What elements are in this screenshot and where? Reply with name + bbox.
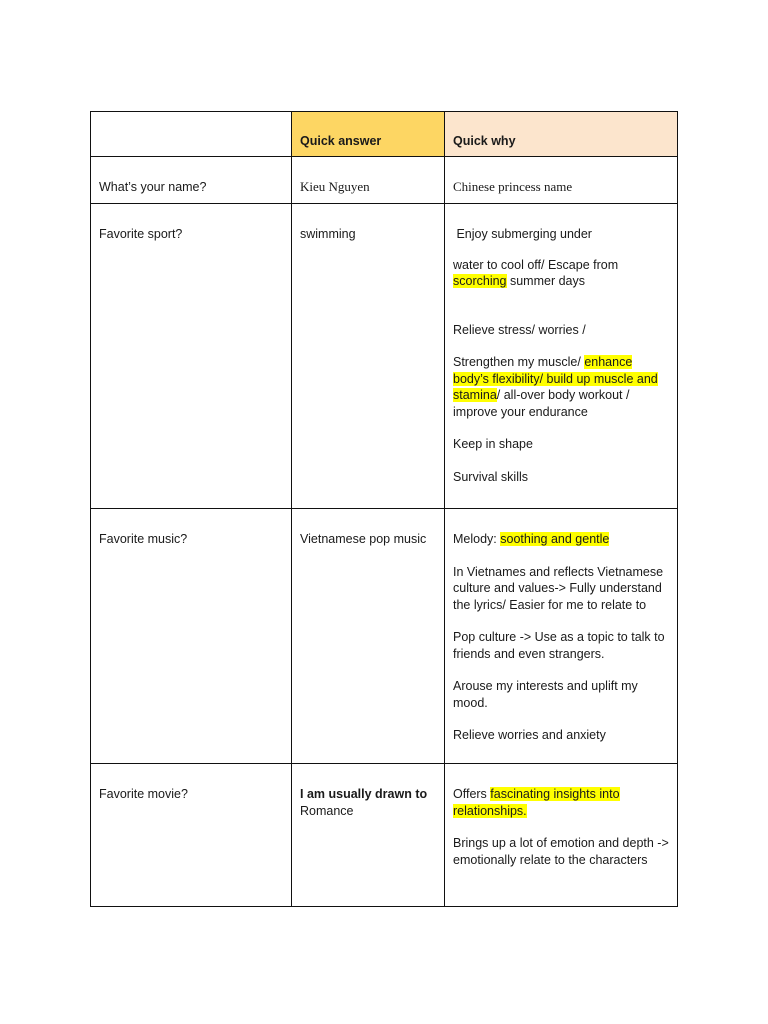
- answer-cell: [292, 509, 445, 764]
- question-text: Favorite sport?: [99, 227, 183, 241]
- answer-text: Kieu Nguyen: [300, 179, 370, 194]
- why-paragraph: In Vietnames and reflects Vietnamese culture and values-> Fully understand the lyrics/ Easier for me to relate to: [453, 564, 664, 612]
- question-text: What’s your name?: [99, 180, 207, 194]
- question-cell: [91, 157, 292, 204]
- question-text: Favorite music?: [99, 532, 188, 546]
- header-empty-cell: [91, 112, 292, 157]
- why-text: Chinese princess name: [453, 179, 573, 194]
- why-paragraph: Survival skills: [453, 469, 529, 484]
- header-quick-answer: [292, 112, 445, 157]
- why-paragraph: Relieve stress/ worries /: [453, 322, 586, 337]
- answer-text: swimming: [300, 227, 356, 241]
- why-paragraph: Enjoy submerging under: [453, 227, 592, 241]
- why-cell: [445, 157, 678, 204]
- why-cell: [445, 204, 678, 509]
- why-paragraph: Strengthen my muscle/ enhance body’s flexibility/ build up muscle and stamina/ all-over body workout / improve your endurance: [453, 355, 658, 419]
- table-row-sport: [91, 204, 678, 509]
- question-cell: [91, 509, 292, 764]
- why-paragraph: Brings up a lot of emotion and depth -> emotionally relate to the characters: [453, 836, 669, 867]
- header-quick-why: [445, 112, 678, 157]
- why-cell: [445, 764, 678, 907]
- why-paragraph: Relieve worries and anxiety: [453, 728, 606, 742]
- question-cell: [91, 204, 292, 509]
- header-quick-answer-label: Quick answer: [300, 134, 382, 148]
- header-row: [91, 112, 678, 157]
- answer-cell: [292, 157, 445, 204]
- header-quick-why-label: Quick why: [453, 134, 516, 148]
- why-cell: [445, 509, 678, 764]
- why-paragraph: Arouse my interests and uplift my mood.: [453, 679, 638, 710]
- highlighted-text: fascinating insights into relationships.: [453, 787, 620, 818]
- table-row-movie: [91, 764, 678, 907]
- answer-cell: [292, 204, 445, 509]
- why-paragraph: Pop culture -> Use as a topic to talk to friends and even strangers.: [453, 630, 665, 661]
- why-paragraph: water to cool off/ Escape from scorching summer days: [453, 257, 619, 288]
- answer-cell: [292, 764, 445, 907]
- question-cell: [91, 764, 292, 907]
- table-row-music: [91, 509, 678, 764]
- answer-text: Vietnamese pop music: [300, 532, 427, 546]
- qa-table: [90, 111, 678, 907]
- why-paragraph: Keep in shape: [453, 437, 533, 451]
- highlighted-text: soothing and gentle: [500, 532, 610, 546]
- why-paragraph: Offers fascinating insights into relationships.: [453, 787, 620, 818]
- highlighted-text: enhance body’s flexibility/ build up muscle and stamina: [453, 355, 658, 402]
- question-text: Favorite movie?: [99, 787, 188, 801]
- answer-text: I am usually drawn to Romance: [300, 787, 428, 818]
- table-row-name: [91, 157, 678, 204]
- highlighted-text: scorching: [453, 274, 507, 288]
- why-paragraph: Melody: soothing and gentle: [453, 532, 610, 546]
